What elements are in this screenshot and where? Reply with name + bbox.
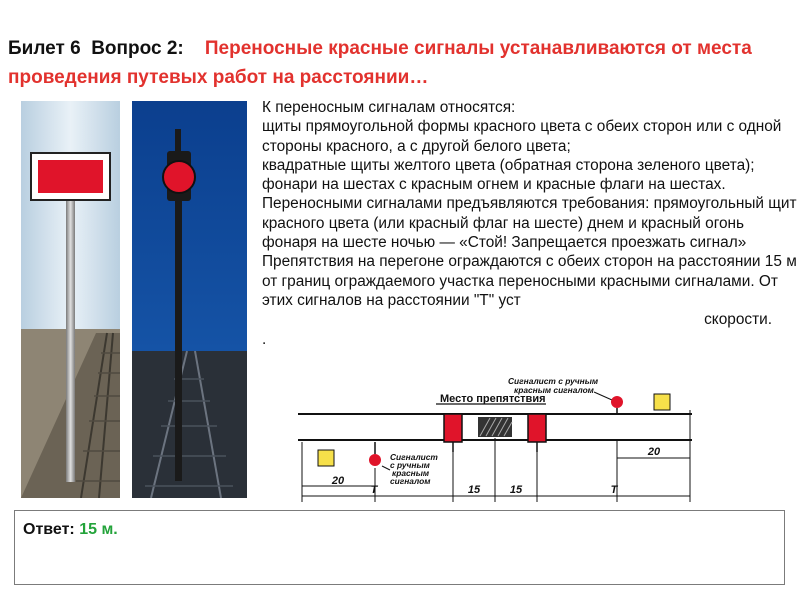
red-lamp-signal-picture — [132, 101, 247, 498]
red-board-right — [528, 414, 546, 442]
dim-20-right: 20 — [647, 446, 661, 458]
text-line: скорости. — [704, 311, 772, 329]
signalman-icon-top — [611, 396, 623, 408]
dim-15-right: 15 — [509, 484, 523, 496]
signalman-label-top: Сигналист с ручным красным сигналом — [508, 376, 599, 395]
body-text — [262, 98, 798, 349]
text-line: К переносным сигналам относятся: — [262, 99, 516, 116]
dim-15-left: 15 — [467, 484, 481, 496]
text-line: квадратные щиты желтого цвета (обратная сторона зеленого цвета); — [262, 156, 755, 174]
dim-20-left: 20 — [331, 475, 345, 487]
text-line: Переносными сигналами предъявляются требования: прямоугольный щит красного цвета (или красный флаг на шесте) днем и красный огонь фонаря на шесте ночью — «Стой! Запрещается проезжать сигнал» — [262, 195, 797, 252]
ticket-number: 6 — [70, 38, 81, 59]
signalman-label-bottom: Сигналист с ручным красным сигналом — [390, 452, 438, 486]
answer — [23, 521, 118, 539]
red-board-signal-picture — [21, 101, 120, 498]
answer-box — [14, 510, 785, 585]
text-line: фонари на шестах с красным огнем и красные флаги на шестах. — [262, 176, 726, 194]
question-title — [8, 34, 798, 92]
signal-illustrations — [21, 101, 247, 498]
question-number: 2: — [166, 38, 184, 59]
signalman-icon-bottom — [369, 454, 381, 466]
answer-value: 15 м. — [79, 521, 118, 538]
red-board-left — [444, 414, 462, 442]
answer-label: Ответ: — [23, 521, 75, 538]
yellow-board-right — [654, 394, 670, 410]
question-label: Вопрос — [91, 38, 162, 59]
ticket-label: Билет — [8, 38, 65, 59]
text-line: . — [262, 330, 267, 348]
dim-t-right: Т — [610, 484, 618, 496]
fencing-scheme — [294, 372, 696, 506]
text-line: Препятствия на перегоне ограждаются с обеих сторон на расстоянии 15 м от границ ограждаемого участка переносными красными сигналами. От этих сигналов на расстоянии "Т" уст — [262, 253, 797, 309]
dim-t-left: Т — [370, 484, 378, 496]
question-text: Переносные красные сигналы устанавливаются от места проведения путевых работ на расстоянии… — [8, 38, 752, 88]
text-line: щиты прямоугольной формы красного цвета с обеих сторон или с одной стороны красного, а с другой белого цвета; — [262, 118, 782, 155]
obstacle-label: Место препятствия — [440, 393, 546, 405]
yellow-board-left — [318, 450, 334, 466]
